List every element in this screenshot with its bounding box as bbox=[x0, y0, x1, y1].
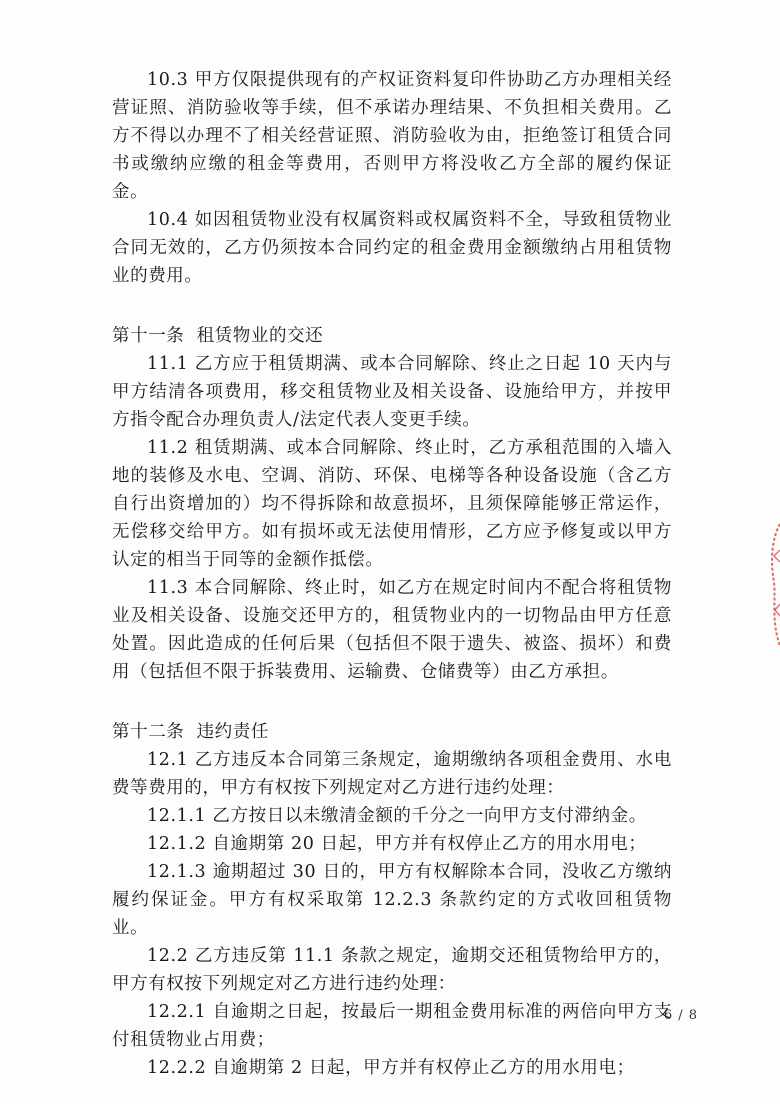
document-body bbox=[112, 66, 672, 1082]
page-number: 6 / 8 bbox=[663, 1008, 698, 1023]
paragraph-11-3: 11.3 本合同解除、终止时，如乙方在规定时间内不配合将租赁物业及相关设备、设施交还甲方的，租赁物业内的一切物品由甲方任意处置。因此造成的任何后果（包括但不限于遗失、被盗、损坏）和费用（包括但不限于拆装费用、运输费、仓储费等）由乙方承担。 bbox=[112, 578, 672, 682]
paragraph-12-1-1: 12.1.1 乙方按日以未缴清金额的千分之一向甲方支付滞纳金。 bbox=[147, 806, 647, 826]
paragraph-11-1: 11.1 乙方应于租赁期满、或本合同解除、终止之日起 10 天内与甲方结清各项费用，移交租赁物业及相关设备、设施给甲方，并按甲方指令配合办理负责人/法定代表人变更手续。 bbox=[112, 354, 672, 430]
section-12-heading bbox=[112, 718, 672, 746]
section-12-number: 第十二条 bbox=[112, 722, 185, 742]
paragraph-11-2: 11.2 租赁期满、或本合同解除、终止时，乙方承租范围的入墙入地的装修及水电、空调、消防、环保、电梯等各种设备设施（含乙方自行出资增加的）均不得拆除和故意损坏，且须保障能够正常运作，无偿移交给甲方。如有损坏或无法使用情形，乙方应予修复或以甲方认定的相当于同等的金额作抵偿。 bbox=[112, 438, 672, 570]
section-11-title: 租赁物业的交还 bbox=[196, 326, 324, 346]
paragraph-12-1-3: 12.1.3 逾期超过 30 日的，甲方有权解除本合同，没收乙方缴纳履约保证金。甲方有权采取第 12.2.3 条款约定的方式收回租赁物业。 bbox=[112, 862, 672, 938]
section-12-title: 违约责任 bbox=[196, 722, 269, 742]
paragraph-12-1-2: 12.1.2 自逾期第 20 日起，甲方并有权停止乙方的用水用电； bbox=[147, 834, 647, 854]
paragraph-12-2: 12.2 乙方违反第 11.1 条款之规定，逾期交还租赁物给甲方的，甲方有权按下列规定对乙方进行违约处理： bbox=[112, 946, 672, 994]
paragraph-10-4: 10.4 如因租赁物业没有权属资料或权属资料不全，导致租赁物业合同无效的，乙方仍须按本合同约定的租金费用金额缴纳占用租赁物业的费用。 bbox=[112, 210, 672, 286]
stamp-edge-mark bbox=[766, 520, 780, 650]
section-11-number: 第十一条 bbox=[112, 326, 185, 346]
paragraph-12-2-1: 12.2.1 自逾期之日起，按最后一期租金费用标准的两倍向甲方支付租赁物业占用费； bbox=[112, 1002, 672, 1050]
paragraph-12-2-2: 12.2.2 自逾期第 2 日起，甲方并有权停止乙方的用水用电； bbox=[147, 1058, 635, 1078]
paragraph-12-1: 12.1 乙方违反本合同第三条规定，逾期缴纳各项租金费用、水电费等费用的，甲方有权按下列规定对乙方进行违约处理： bbox=[112, 750, 672, 798]
section-11-heading bbox=[112, 322, 672, 350]
paragraph-10-3: 10.3 甲方仅限提供现有的产权证资料复印件协助乙方办理相关经营证照、消防验收等手续，但不承诺办理结果、不负担相关费用。乙方不得以办理不了相关经营证照、消防验收为由，拒绝签订租赁合同书或缴纳应缴的租金等费用，否则甲方将没收乙方全部的履约保证金。 bbox=[112, 70, 672, 202]
